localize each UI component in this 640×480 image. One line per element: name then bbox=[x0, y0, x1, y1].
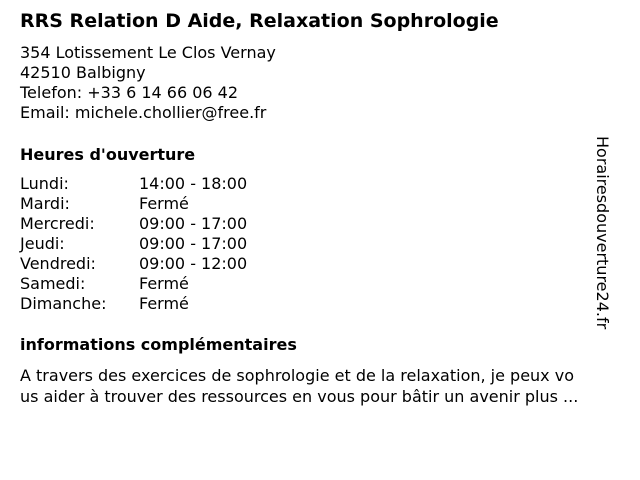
hours-row-wednesday bbox=[20, 214, 340, 234]
day-hours: 09:00 - 17:00 bbox=[139, 234, 248, 253]
hours-row-friday bbox=[20, 254, 340, 274]
info-heading: informations complémentaires bbox=[20, 335, 297, 354]
hours-row-sunday bbox=[20, 294, 340, 314]
hours-row-tuesday bbox=[20, 194, 340, 214]
contact-block bbox=[20, 43, 276, 123]
phone-number[interactable]: Telefon: +33 6 14 66 06 42 bbox=[20, 83, 239, 102]
day-hours: 09:00 - 17:00 bbox=[139, 214, 248, 233]
hours-row-saturday bbox=[20, 274, 340, 294]
info-line-2: us aider à trouver des ressources en vous pour bâtir un avenir plus ... bbox=[20, 387, 579, 406]
email-address[interactable]: Email: michele.chollier@free.fr bbox=[20, 103, 267, 122]
info-line-1: A travers des exercices de sophrologie et de la relaxation, je peux vo bbox=[20, 366, 574, 385]
day-hours: Fermé bbox=[139, 294, 189, 313]
hours-heading: Heures d'ouverture bbox=[20, 145, 196, 164]
day-label: Lundi: bbox=[20, 174, 69, 193]
info-description bbox=[20, 365, 632, 407]
address-city: 42510 Balbigny bbox=[20, 63, 146, 82]
day-label: Dimanche: bbox=[20, 294, 107, 313]
day-label: Jeudi: bbox=[20, 234, 65, 253]
hours-row-thursday bbox=[20, 234, 340, 254]
day-label: Samedi: bbox=[20, 274, 86, 293]
day-hours: Fermé bbox=[139, 194, 189, 213]
site-watermark: Horairesdouverture24.fr bbox=[593, 136, 612, 330]
hours-table bbox=[20, 174, 340, 314]
day-hours: 09:00 - 12:00 bbox=[139, 254, 248, 273]
day-label: Mercredi: bbox=[20, 214, 95, 233]
business-name: RRS Relation D Aide, Relaxation Sophrologie bbox=[20, 10, 499, 32]
day-label: Mardi: bbox=[20, 194, 70, 213]
day-label: Vendredi: bbox=[20, 254, 96, 273]
day-hours: Fermé bbox=[139, 274, 189, 293]
hours-row-monday bbox=[20, 174, 340, 194]
day-hours: 14:00 - 18:00 bbox=[139, 174, 248, 193]
address-street: 354 Lotissement Le Clos Vernay bbox=[20, 43, 276, 62]
